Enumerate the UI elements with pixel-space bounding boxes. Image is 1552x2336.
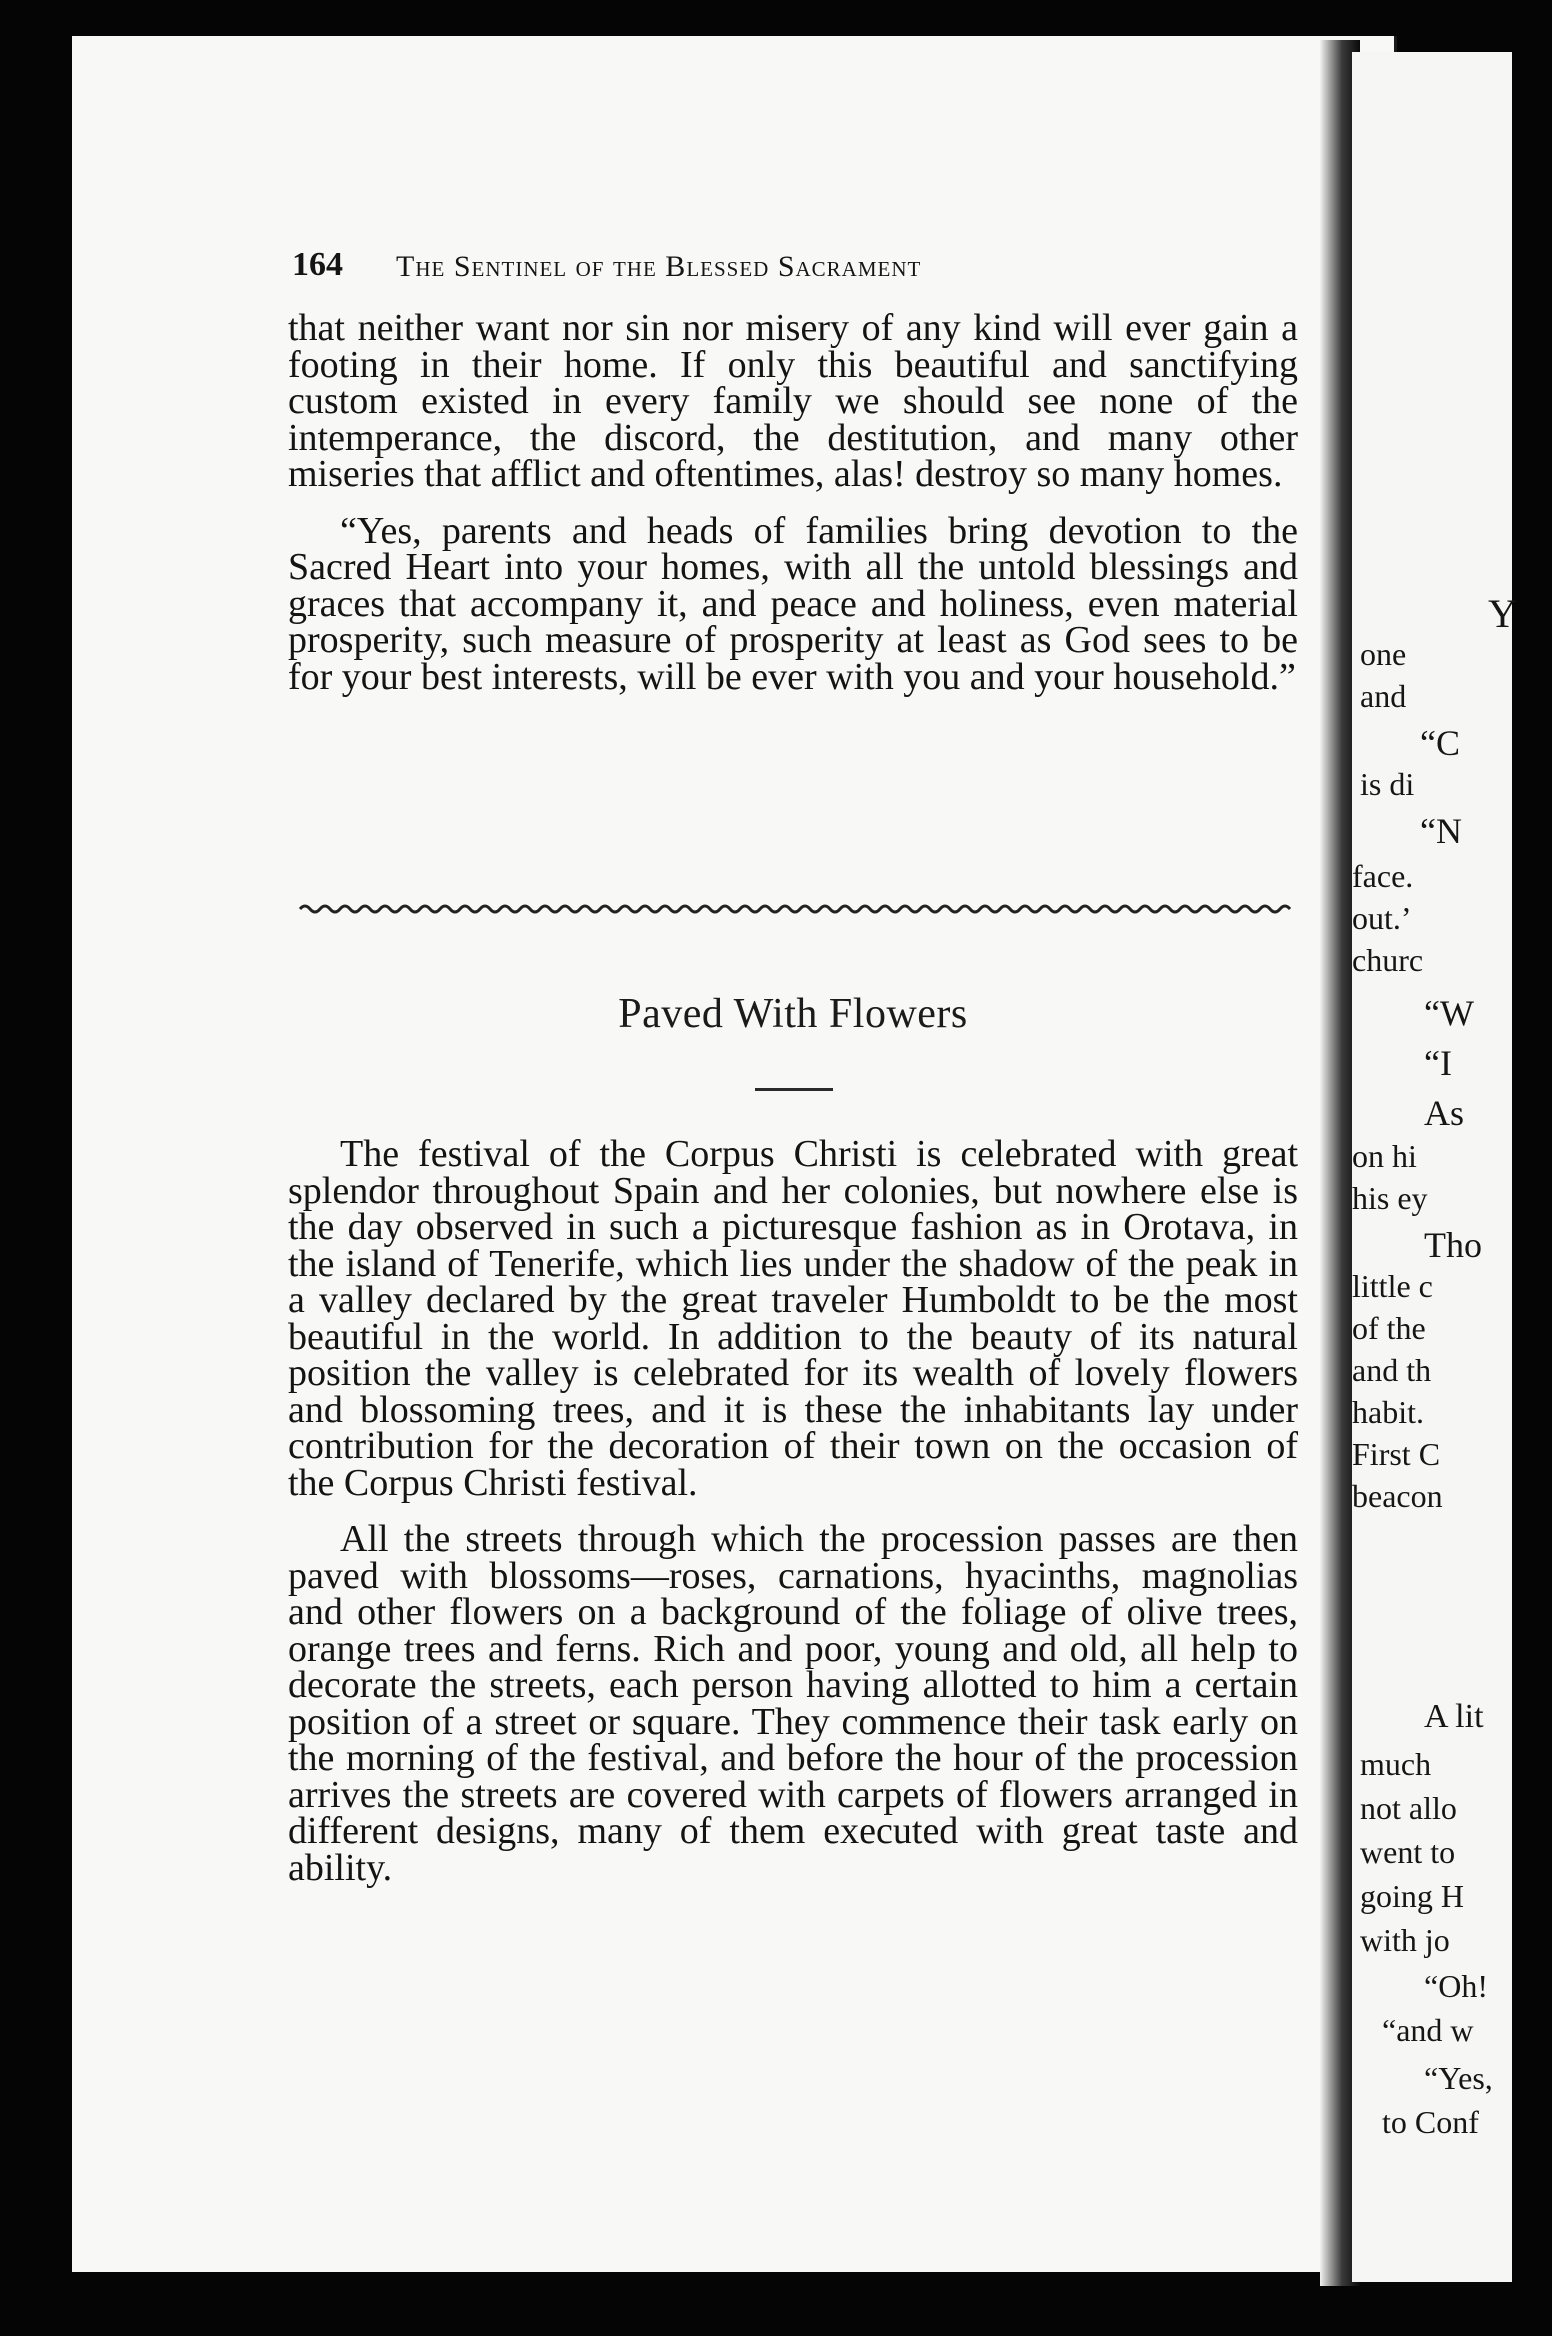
facing-line: First C	[1352, 1436, 1441, 1472]
article-title: Paved With Flowers	[618, 991, 968, 1037]
facing-line: is di	[1360, 766, 1415, 802]
facing-line: not allo	[1360, 1790, 1457, 1826]
page-number: 164	[292, 246, 343, 283]
facing-line: churc	[1352, 942, 1424, 978]
facing-line: with jo	[1360, 1922, 1450, 1958]
facing-line: face.	[1352, 858, 1414, 894]
facing-line: “C	[1420, 723, 1460, 763]
facing-line: out.’	[1352, 900, 1412, 936]
paragraph: All the streets through which the procession passes are then paved with blossoms—roses, carnations, hyacinths, magnolias and other flowers on a background of the foliage of olive trees, orange trees and ferns. Rich and poor, young and old, all help to decorate the streets, each person having allotted to him a certain position of a street or square. They commence their task early on the morning of the festival, and before the hour of the procession arrives the streets are covered with carpets of flowers arranged in different designs, many of them executed with great taste and ability.	[288, 1518, 1298, 1889]
facing-line: much	[1360, 1746, 1432, 1782]
facing-line: Y	[1488, 591, 1517, 636]
paragraph: “Yes, parents and heads of families bring devotion to the Sacred Heart into your homes, with all the untold blessings and graces that accompany it, and peace and holiness, even material prosperity, such measure of prosperity at least as God sees to be for your best interests, will be ever with you and your household.”	[288, 509, 1298, 698]
facing-line: of the	[1352, 1310, 1426, 1346]
paragraph: that neither want nor sin nor misery of any kind will ever gain a footing in their home. If only this beautiful and sanctifying custom existed in every family we should see none of the intemperance, the discord, the destitution, and many other miseries that afflict and oftentimes, alas! destroy so many homes.	[288, 307, 1298, 495]
facing-line: habit.	[1352, 1394, 1424, 1430]
facing-line: went to	[1360, 1834, 1456, 1870]
running-head-title: The Sentinel of the Blessed Sacrament	[396, 250, 922, 283]
facing-line: one	[1360, 636, 1407, 672]
facing-line: on hi	[1352, 1138, 1417, 1174]
facing-line: A lit	[1424, 1698, 1484, 1735]
facing-line: “Yes,	[1424, 2060, 1493, 2096]
facing-line: and	[1360, 678, 1407, 714]
paragraph: The festival of the Corpus Christi is celebrated with great splendor throughout Spain and her colonies, but nowhere else is the day observed in such a picturesque fashion as in Orotava, in the island of Tenerife, which lies under the shadow of the peak in a valley declared by the great traveler Humboldt to be the most beautiful in the world. In addition to the beauty of its natural position the valley is celebrated for its wealth of lovely flowers and blossoming trees, and it is these the inhabitants lay under contribution for the decoration of their town on the occasion of the Corpus Christi festival.	[288, 1133, 1298, 1504]
facing-line: and th	[1352, 1352, 1432, 1388]
intro-text-column	[288, 307, 1298, 698]
facing-line: As	[1424, 1093, 1465, 1133]
facing-line: Tho	[1424, 1225, 1482, 1265]
facing-page	[1352, 52, 1517, 2282]
facing-line: beacon	[1352, 1478, 1443, 1514]
article-text-column	[288, 1133, 1298, 1889]
facing-line: “I	[1424, 1043, 1452, 1083]
title-rule	[755, 1088, 833, 1091]
facing-line: “W	[1424, 993, 1474, 1033]
facing-line: little c	[1352, 1268, 1433, 1304]
facing-line: “N	[1420, 811, 1462, 851]
facing-line: “Oh!	[1424, 1968, 1488, 2004]
facing-line: his ey	[1352, 1180, 1428, 1216]
running-head	[220, 244, 1140, 290]
facing-line: “and w	[1382, 2012, 1474, 2048]
facing-line: to Conf	[1382, 2104, 1479, 2140]
facing-line: going H	[1360, 1878, 1464, 1914]
wavy-divider-ornament	[300, 896, 1290, 922]
